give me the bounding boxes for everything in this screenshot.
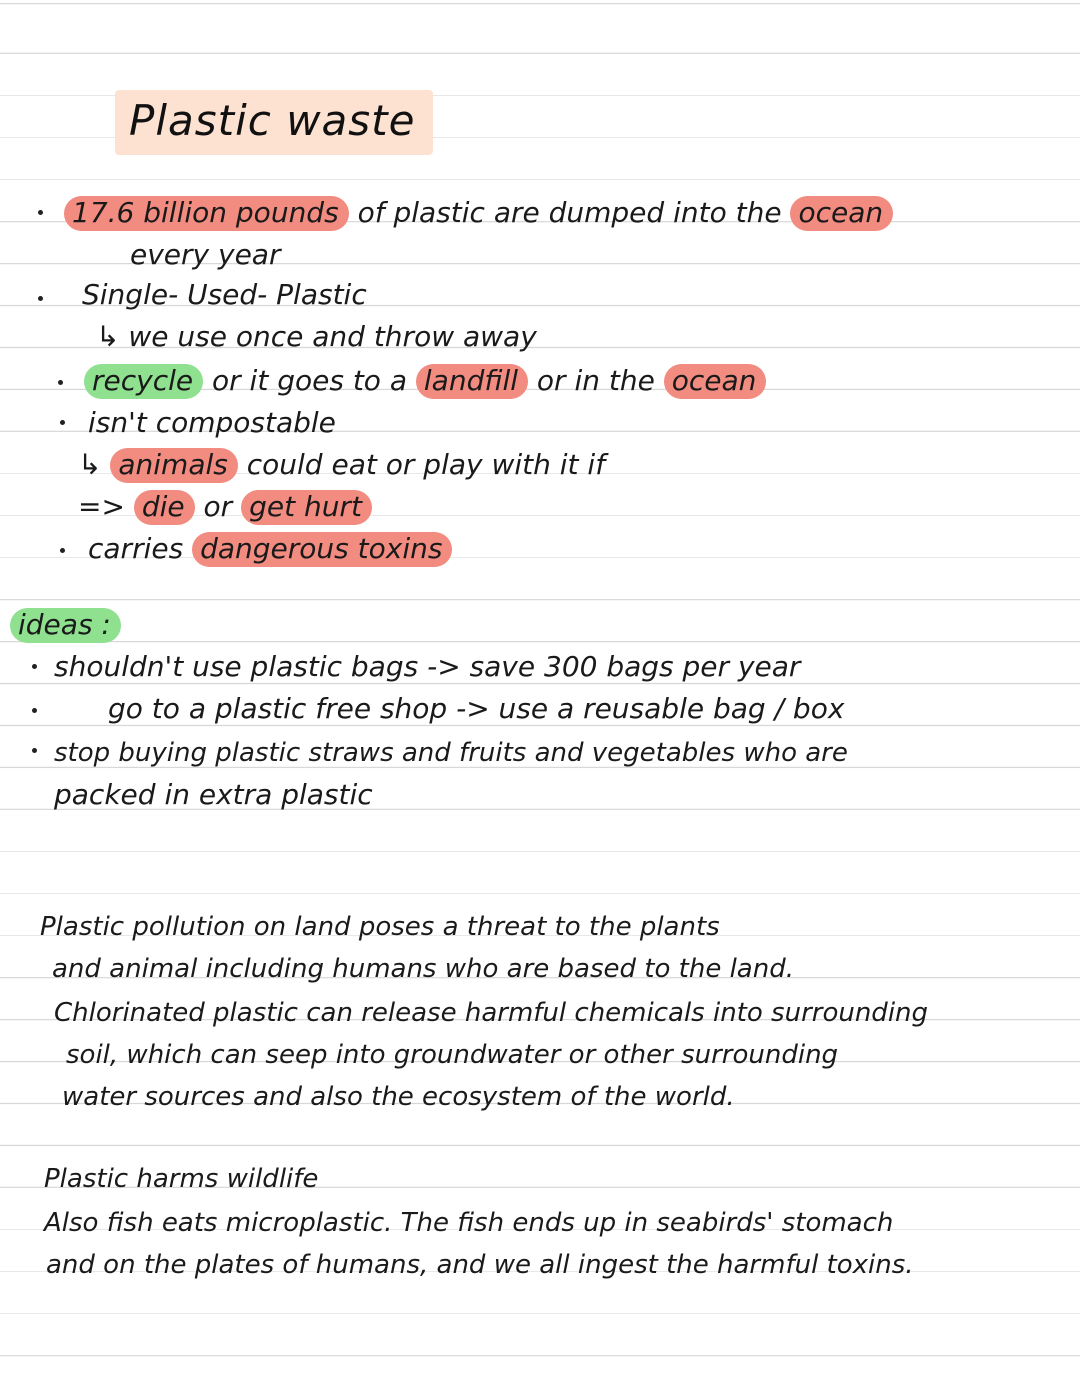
highlight-ocean-2: ocean [664, 364, 767, 399]
fact-1-text: of plastic are dumped into the [348, 196, 791, 229]
fact-4-sub [78, 446, 605, 484]
idea-1: shouldn't use plastic bags -> save 300 bags per year [54, 650, 801, 683]
para1-line-4: soil, which can seep into groundwater or other surrounding [66, 1040, 839, 1070]
para1-line-2: and animal including humans who are based to the land. [52, 954, 794, 984]
fact-1 [64, 194, 893, 232]
ideas-heading: ideas : [10, 608, 121, 643]
page-title: Plastic waste [129, 96, 416, 145]
highlight-hurt: get hurt [241, 490, 372, 525]
bullet-dot [60, 548, 65, 553]
fact-3-text-2: or in the [528, 364, 664, 397]
idea-3-cont: packed in extra plastic [54, 778, 373, 811]
fact-4-result [78, 488, 372, 526]
highlight-die: die [134, 490, 195, 525]
bullet-dot [58, 380, 63, 385]
para1-line-3: Chlorinated plastic can release harmful chemicals into surrounding [54, 998, 929, 1028]
bullet-dot [32, 664, 37, 669]
highlight-landfill: landfill [416, 364, 528, 399]
bullet-dot [32, 748, 37, 753]
bullet-dot [38, 210, 43, 215]
bullet-dot [38, 296, 43, 301]
fact-4-or: or [194, 490, 242, 523]
para2-line-1: Plastic harms wildlife [44, 1164, 319, 1194]
fact-2-sub: ↳ we use once and throw away [96, 320, 537, 353]
para2-line-2: Also fish eats microplastic. The fish ends up in seabirds' stomach [44, 1208, 894, 1238]
fact-2: Single- Used- Plastic [82, 278, 367, 311]
fact-4-sub-text: could eat or play with it if [237, 448, 606, 481]
highlight-amount: 17.6 billion pounds [64, 196, 349, 231]
para1-line-1: Plastic pollution on land poses a threat to the plants [40, 912, 720, 942]
bullet-dot [32, 708, 37, 713]
idea-3: stop buying plastic straws and fruits and vegetables who are [54, 738, 848, 768]
title-highlight [115, 90, 433, 155]
double-arrow-icon: => [78, 490, 134, 523]
highlight-toxins: dangerous toxins [192, 532, 452, 567]
highlight-ocean: ocean [790, 196, 893, 231]
para1-line-5: water sources and also the ecosystem of the world. [62, 1082, 735, 1112]
fact-5-text: carries [88, 532, 193, 565]
fact-3-text: or it goes to a [203, 364, 416, 397]
fact-3 [84, 362, 766, 400]
idea-2: go to a plastic free shop -> use a reusable bag / box [108, 692, 845, 725]
fact-4: isn't compostable [88, 406, 336, 439]
para2-line-3: and on the plates of humans, and we all ingest the harmful toxins. [46, 1250, 914, 1280]
fact-1-cont: every year [130, 238, 281, 271]
bullet-dot [60, 420, 65, 425]
arrow-icon: ↳ [78, 448, 111, 481]
ideas-heading-line [10, 606, 121, 644]
highlight-animals: animals [110, 448, 237, 483]
highlight-recycle: recycle [84, 364, 203, 399]
fact-5 [88, 530, 452, 568]
